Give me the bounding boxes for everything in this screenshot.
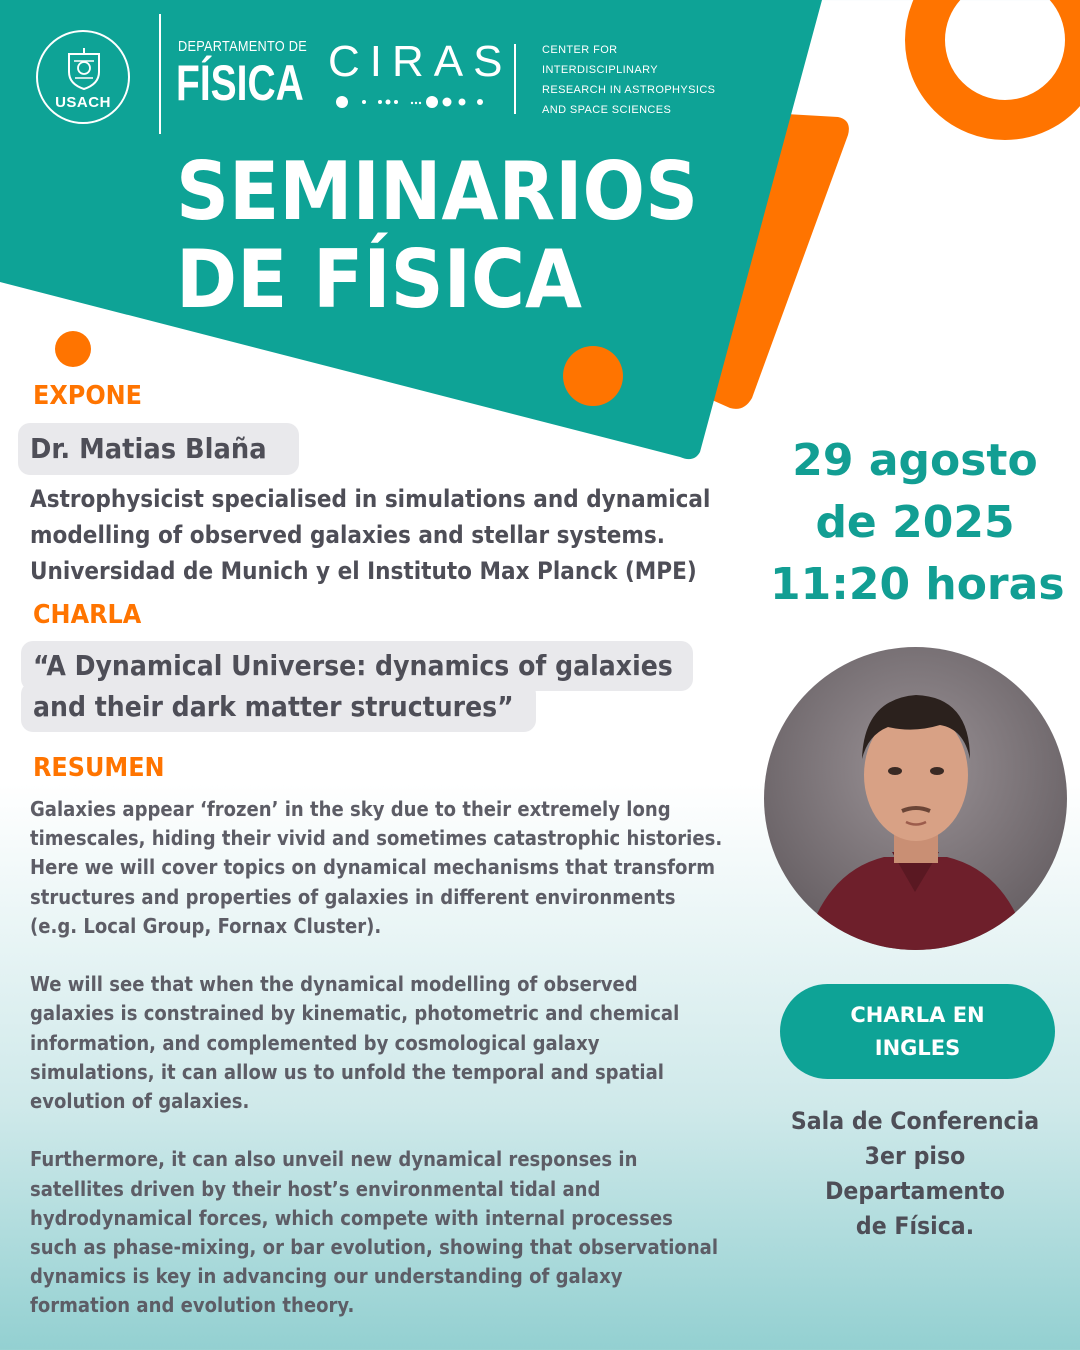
badge-line-2: INGLES bbox=[874, 1036, 961, 1060]
speaker-heading: EXPONE bbox=[33, 381, 143, 411]
event-venue bbox=[770, 1104, 1060, 1244]
venue-line: Sala de Conferencia bbox=[790, 1107, 1040, 1135]
usach-logo bbox=[36, 30, 130, 124]
department-name: FÍSICA bbox=[176, 55, 304, 111]
event-date bbox=[770, 430, 1065, 616]
speaker-photo bbox=[764, 647, 1067, 950]
bio-line: modelling of observed galaxies and stellar systems. bbox=[30, 521, 666, 549]
orange-dot-large bbox=[563, 346, 623, 406]
title-line-1: SEMINARIOS bbox=[176, 145, 699, 238]
date-line-2: de 2025 bbox=[815, 497, 1015, 548]
header-divider bbox=[514, 44, 516, 114]
talk-title-line-2 bbox=[21, 682, 536, 732]
title-line-2: DE FÍSICA bbox=[176, 233, 583, 326]
language-badge bbox=[780, 984, 1055, 1079]
ciras-line: INTERDISCIPLINARY bbox=[542, 64, 659, 76]
department-label: DEPARTAMENTO DE bbox=[178, 38, 307, 55]
abstract-line: timescales, hiding their vivid and sometimes catastrophic histories. bbox=[30, 826, 723, 851]
speaker-bio bbox=[30, 481, 770, 589]
usach-seal-text: USACH bbox=[55, 94, 111, 111]
ciras-line: AND SPACE SCIENCES bbox=[542, 104, 672, 116]
abstract-line: satellites driven by their host’s environmental tidal and bbox=[30, 1176, 601, 1201]
venue-line: de Física. bbox=[855, 1212, 975, 1240]
badge-line-1: CHARLA EN bbox=[850, 1003, 985, 1027]
page-title bbox=[176, 145, 744, 326]
abstract-paragraph bbox=[30, 1145, 760, 1320]
ciras-line: RESEARCH IN ASTROPHYSICS bbox=[542, 84, 716, 96]
header-divider bbox=[159, 14, 161, 134]
abstract-line: evolution of galaxies. bbox=[30, 1089, 250, 1114]
abstract-line: information, and complemented by cosmological galaxy bbox=[30, 1030, 600, 1055]
venue-line: Departamento bbox=[825, 1177, 1005, 1205]
abstract-body bbox=[30, 795, 760, 1350]
date-line-1: 29 agosto bbox=[792, 435, 1038, 486]
abstract-line: simulations, it can allow us to unfold the temporal and spatial bbox=[30, 1059, 664, 1084]
orange-dot-small bbox=[55, 331, 91, 367]
abstract-line: structures and properties of galaxies in different environments bbox=[30, 884, 676, 909]
ciras-logo-word: CIRAS bbox=[328, 37, 513, 86]
abstract-line: hydrodynamical forces, which compete with internal processes bbox=[30, 1205, 673, 1230]
abstract-line: formation and evolution theory. bbox=[30, 1293, 355, 1318]
ciras-line: CENTER FOR bbox=[542, 44, 618, 56]
usach-crest-icon bbox=[65, 46, 103, 90]
ciras-full-name bbox=[542, 40, 732, 120]
abstract-line: galaxies is constrained by kinematic, photometric and chemical bbox=[30, 1001, 680, 1026]
abstract-heading: RESUMEN bbox=[33, 753, 165, 783]
speaker-name bbox=[18, 423, 299, 475]
event-time: 11:20 horas bbox=[770, 559, 1065, 610]
bio-line: Astrophysicist specialised in simulations and dynamical bbox=[30, 485, 711, 513]
abstract-paragraph bbox=[30, 795, 760, 941]
abstract-line: (e.g. Local Group, Fornax Cluster). bbox=[30, 913, 382, 938]
abstract-line: We will see that when the dynamical modelling of observed bbox=[30, 972, 638, 997]
talk-title-text: and their dark matter structures” bbox=[33, 690, 514, 723]
abstract-line: Furthermore, it can also unveil new dynamical responses in bbox=[30, 1147, 638, 1172]
talk-title-text: “A Dynamical Universe: dynamics of galaxies bbox=[33, 649, 673, 682]
abstract-line: such as phase-mixing, or bar evolution, showing that observational bbox=[30, 1235, 719, 1260]
abstract-line: dynamics is key in advancing our understanding of galaxy bbox=[30, 1264, 623, 1289]
abstract-line: Galaxies appear ‘frozen’ in the sky due to their extremely long bbox=[30, 797, 671, 821]
abstract-line: Here we will cover topics on dynamical mechanisms that transform bbox=[30, 855, 716, 880]
bio-line: Universidad de Munich y el Instituto Max Planck (MPE) bbox=[30, 557, 697, 585]
speaker-name-text: Dr. Matias Blaña bbox=[30, 432, 267, 465]
venue-line: 3er piso bbox=[864, 1142, 966, 1170]
abstract-paragraph bbox=[30, 970, 760, 1116]
ciras-dots-icon bbox=[334, 92, 494, 112]
talk-heading: CHARLA bbox=[33, 600, 142, 630]
